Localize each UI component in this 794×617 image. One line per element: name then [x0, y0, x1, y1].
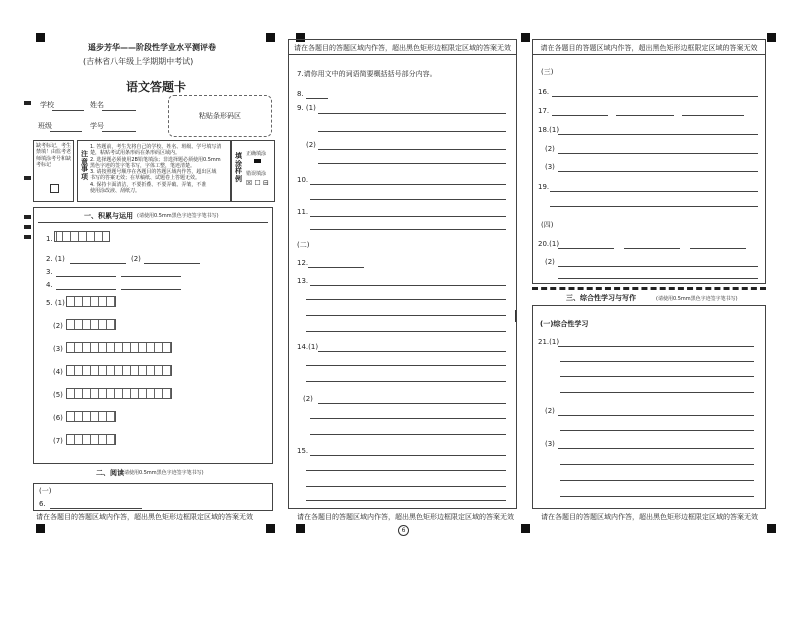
part3-label: (三)	[541, 68, 554, 76]
answer-sheet-title: 语文答题卡	[126, 80, 187, 94]
subsection-1-label: (一)综合性学习	[540, 320, 589, 328]
q21-2-label: (2)	[545, 407, 555, 415]
part2-label: (二)	[297, 241, 310, 249]
q5-7-grid[interactable]	[66, 434, 116, 445]
right-top-rule	[533, 54, 765, 55]
q14-2-line-3[interactable]	[310, 434, 506, 435]
q20-2-label: (2)	[545, 258, 555, 266]
q5-5-label: (5)	[53, 391, 63, 399]
q14-1-line-2[interactable]	[306, 365, 506, 366]
q21-1-line-3[interactable]	[560, 376, 754, 377]
absent-mark-box	[33, 140, 74, 202]
section-3-note: (请使用0.5mm黑色字迹签字笔书写)	[656, 296, 738, 302]
q2-1-label: 2. (1)	[46, 255, 65, 263]
corner-marker-bottom-right-2	[767, 524, 776, 533]
q1-grid[interactable]	[54, 231, 110, 242]
section-1-rule	[38, 222, 268, 223]
corner-marker-bottom-left	[36, 524, 45, 533]
q21-1-line-4[interactable]	[560, 392, 754, 393]
corner-marker-bottom-mid-right	[296, 524, 305, 533]
q10-line-2[interactable]	[310, 199, 506, 200]
fill-example-box	[231, 140, 275, 202]
q9-2-line-1[interactable]	[318, 149, 506, 150]
q21-1-line-2[interactable]	[560, 361, 754, 362]
q21-1-label: 21.(1)	[538, 338, 560, 346]
corner-marker-bottom-right-1	[521, 524, 530, 533]
notice-lines: 1. 答题前，考生先将自己的学校、姓名、班级、学号填写清 楚，粘贴考试用条形码在条形码区域内。 2. 选择题必须使用2B铅笔填涂；非选择题必须使用0.5mm 黑色字迹的签字笔书写，字体工整，笔迹清楚。 3. 请按照题号顺序在各题目的答题区域内作答，超出区域 书写的答案无效；在草稿纸、试题卷上答题无效。 4. 保持卡面清洁，不要折叠、不要弄破、弄皱，不准 使用涂改液、刮纸刀。	[90, 144, 222, 194]
q17-line-1[interactable]	[552, 115, 608, 116]
q13-line-4[interactable]	[306, 331, 506, 332]
q15-label: 15.	[297, 447, 309, 455]
q11-label: 11.	[297, 208, 309, 216]
absent-checkbox[interactable]	[50, 184, 59, 193]
q21-3-line-4[interactable]	[560, 496, 754, 497]
left-region-notice: 请在各题目的答题区域内作答，超出黑色矩形边框限定区域的答案无效	[36, 513, 253, 521]
page-number: 6	[398, 525, 409, 536]
absent-mark-text: 缺考标记，考生禁填！由监考老师填涂考号和缺考标记	[36, 143, 72, 168]
q1-label: 1.	[46, 235, 53, 243]
q19-line-2[interactable]	[550, 206, 758, 207]
q18-2-label: (2)	[545, 145, 555, 153]
q15-line-2[interactable]	[306, 470, 506, 471]
q5-1-grid[interactable]	[66, 296, 116, 307]
q21-3-label: (3)	[545, 440, 555, 448]
right-lower-panel	[532, 305, 766, 509]
fill-correct-label: 正确填涂	[246, 151, 267, 157]
q9-1-line-2[interactable]	[318, 131, 506, 132]
q13-label: 13.	[297, 277, 309, 285]
q9-1-label: 9. (1)	[297, 104, 316, 112]
q8-line[interactable]	[306, 98, 328, 99]
q15-line-1[interactable]	[310, 455, 506, 456]
q9-2-line-2[interactable]	[318, 163, 506, 164]
notice-label: 注意事项	[81, 150, 88, 182]
side-marker	[24, 176, 31, 180]
q21-1-line-1[interactable]	[558, 346, 754, 347]
q16-line[interactable]	[552, 96, 758, 97]
section-2-note: (请使用0.5mm黑色字迹签字笔书写)	[122, 470, 204, 476]
side-marker	[24, 215, 31, 219]
q13-line-2[interactable]	[306, 299, 506, 300]
q18-3-label: (3)	[545, 163, 555, 171]
dashed-separator	[532, 287, 766, 290]
fill-wrong-samples: ☒ ☐ ⊟	[246, 179, 269, 187]
exam-subtitle: (吉林省八年级上学期期中考试)	[83, 57, 194, 66]
q18-1-label: 18.(1)	[538, 126, 560, 134]
side-marker	[24, 225, 31, 229]
q5-7-label: (7)	[53, 437, 63, 445]
q3-line-1[interactable]	[56, 276, 116, 277]
middle-answer-panel	[288, 39, 517, 509]
q12-line[interactable]	[308, 267, 364, 268]
q21-3-line-3[interactable]	[560, 480, 754, 481]
corner-marker-top-mid-left	[266, 33, 275, 42]
corner-marker-top-right-1	[521, 33, 530, 42]
q20-1-line-2[interactable]	[624, 248, 680, 249]
notice-box	[77, 140, 231, 202]
section-1-title: 一、积累与运用	[84, 212, 133, 220]
q11-line-2[interactable]	[310, 229, 506, 230]
barcode-area	[168, 95, 272, 137]
q5-4-label: (4)	[53, 368, 63, 376]
q5-2-grid[interactable]	[66, 319, 116, 330]
right-top-notice: 请在各题目的答题区域内作答，超出黑色矩形边框限定区域的答案无效	[540, 44, 758, 52]
number-label: 学号	[90, 122, 104, 130]
middle-top-notice: 请在各题目的答题区域内作答，超出黑色矩形边框限定区域的答案无效	[294, 44, 511, 52]
q3-line-2[interactable]	[121, 276, 181, 277]
middle-top-rule	[289, 54, 516, 55]
q20-1-label: 20.(1)	[538, 240, 560, 248]
q12-label: 12.	[297, 259, 309, 267]
q5-4-grid[interactable]	[66, 365, 172, 376]
q17-label: 17.	[538, 107, 550, 115]
middle-region-notice: 请在各题目的答题区域内作答，超出黑色矩形边框限定区域的答案无效	[297, 513, 514, 521]
q5-1-label: 5. (1)	[46, 299, 65, 307]
q5-2-label: (2)	[53, 322, 63, 330]
q13-line-1[interactable]	[310, 285, 506, 286]
q3-label: 3.	[46, 268, 53, 276]
q20-1-line-1[interactable]	[558, 248, 614, 249]
fill-example-label: 填涂样例	[235, 152, 242, 184]
q18-1-line[interactable]	[558, 134, 758, 135]
q6-label: 6.	[39, 500, 46, 508]
q5-5-grid[interactable]	[66, 388, 172, 399]
name-label: 姓名	[90, 101, 104, 109]
corner-marker-top-right-2	[767, 33, 776, 42]
q2-2-line[interactable]	[144, 263, 200, 264]
q19-label: 19.	[538, 183, 550, 191]
section-2-title: 二、阅读	[96, 469, 124, 477]
q5-3-label: (3)	[53, 345, 63, 353]
q17-line-2[interactable]	[616, 115, 674, 116]
q20-2-line-2[interactable]	[558, 278, 758, 279]
q2-2-label: (2)	[131, 255, 141, 263]
q14-2-line-2[interactable]	[310, 418, 506, 419]
q20-1-line-3[interactable]	[690, 248, 746, 249]
class-input-line[interactable]	[50, 131, 82, 132]
q13-line-3[interactable]	[306, 315, 506, 316]
q21-2-line-1[interactable]	[558, 415, 754, 416]
q14-1-label: 14.(1)	[297, 343, 319, 351]
number-input-line[interactable]	[102, 131, 136, 132]
q21-2-line-2[interactable]	[560, 430, 754, 431]
q16-label: 16.	[538, 88, 550, 96]
q10-line-1[interactable]	[310, 184, 506, 185]
q15-line-4[interactable]	[306, 500, 506, 501]
side-marker	[24, 235, 31, 239]
school-input-line[interactable]	[52, 110, 84, 111]
section-1-note: (请使用0.5mm黑色字迹签字笔书写)	[137, 213, 219, 219]
q21-3-line-2[interactable]	[560, 464, 754, 465]
corner-marker-bottom-mid-left	[266, 524, 275, 533]
fill-correct-sample	[254, 159, 261, 163]
class-label: 班级	[38, 122, 52, 130]
right-region-notice: 请在各题目的答题区域内作答，超出黑色矩形边框限定区域的答案无效	[541, 513, 758, 521]
side-marker	[24, 101, 31, 105]
q4-label: 4.	[46, 281, 53, 289]
fill-wrong-label: 错误填涂	[246, 171, 267, 177]
q14-1-line-3[interactable]	[306, 381, 506, 382]
q2-1-line[interactable]	[70, 263, 126, 264]
q15-line-3[interactable]	[306, 486, 506, 487]
q19-line-1[interactable]	[550, 191, 758, 192]
corner-marker-top-left	[36, 33, 45, 42]
q20-2-line-1[interactable]	[558, 266, 758, 267]
part4-label: (四)	[541, 221, 554, 229]
reading-part1-label: (一)	[39, 487, 52, 495]
name-input-line[interactable]	[102, 110, 136, 111]
q9-2-label: (2)	[306, 141, 316, 149]
section-1-panel	[33, 207, 273, 464]
q4-line-2[interactable]	[121, 289, 181, 290]
q7-prompt: 7.请你用文中的词语简要概括括号部分内容。	[297, 70, 437, 78]
school-label: 学校	[40, 101, 54, 109]
q6-line[interactable]	[50, 508, 142, 509]
q5-6-label: (6)	[53, 414, 63, 422]
q4-line-1[interactable]	[56, 289, 116, 290]
q10-label: 10.	[297, 176, 309, 184]
q21-3-line-1[interactable]	[558, 448, 754, 449]
barcode-area-label: 粘贴条形码区	[199, 112, 241, 120]
q17-line-3[interactable]	[682, 115, 744, 116]
reading-part1-box	[33, 483, 273, 511]
q8-label: 8.	[297, 90, 304, 98]
q14-2-line-1[interactable]	[318, 403, 506, 404]
q18-2-line[interactable]	[558, 153, 758, 154]
exam-title: 遥步芳华——阶段性学业水平测评卷	[88, 43, 216, 52]
q5-3-grid[interactable]	[66, 342, 172, 353]
q11-line-1[interactable]	[310, 216, 506, 217]
section-3-title: 三、综合性学习与写作	[566, 294, 636, 302]
q14-1-line-1[interactable]	[318, 351, 506, 352]
q9-1-line-1[interactable]	[318, 113, 506, 114]
q5-6-grid[interactable]	[66, 411, 116, 422]
q14-2-label: (2)	[303, 395, 313, 403]
q18-3-line[interactable]	[558, 171, 758, 172]
